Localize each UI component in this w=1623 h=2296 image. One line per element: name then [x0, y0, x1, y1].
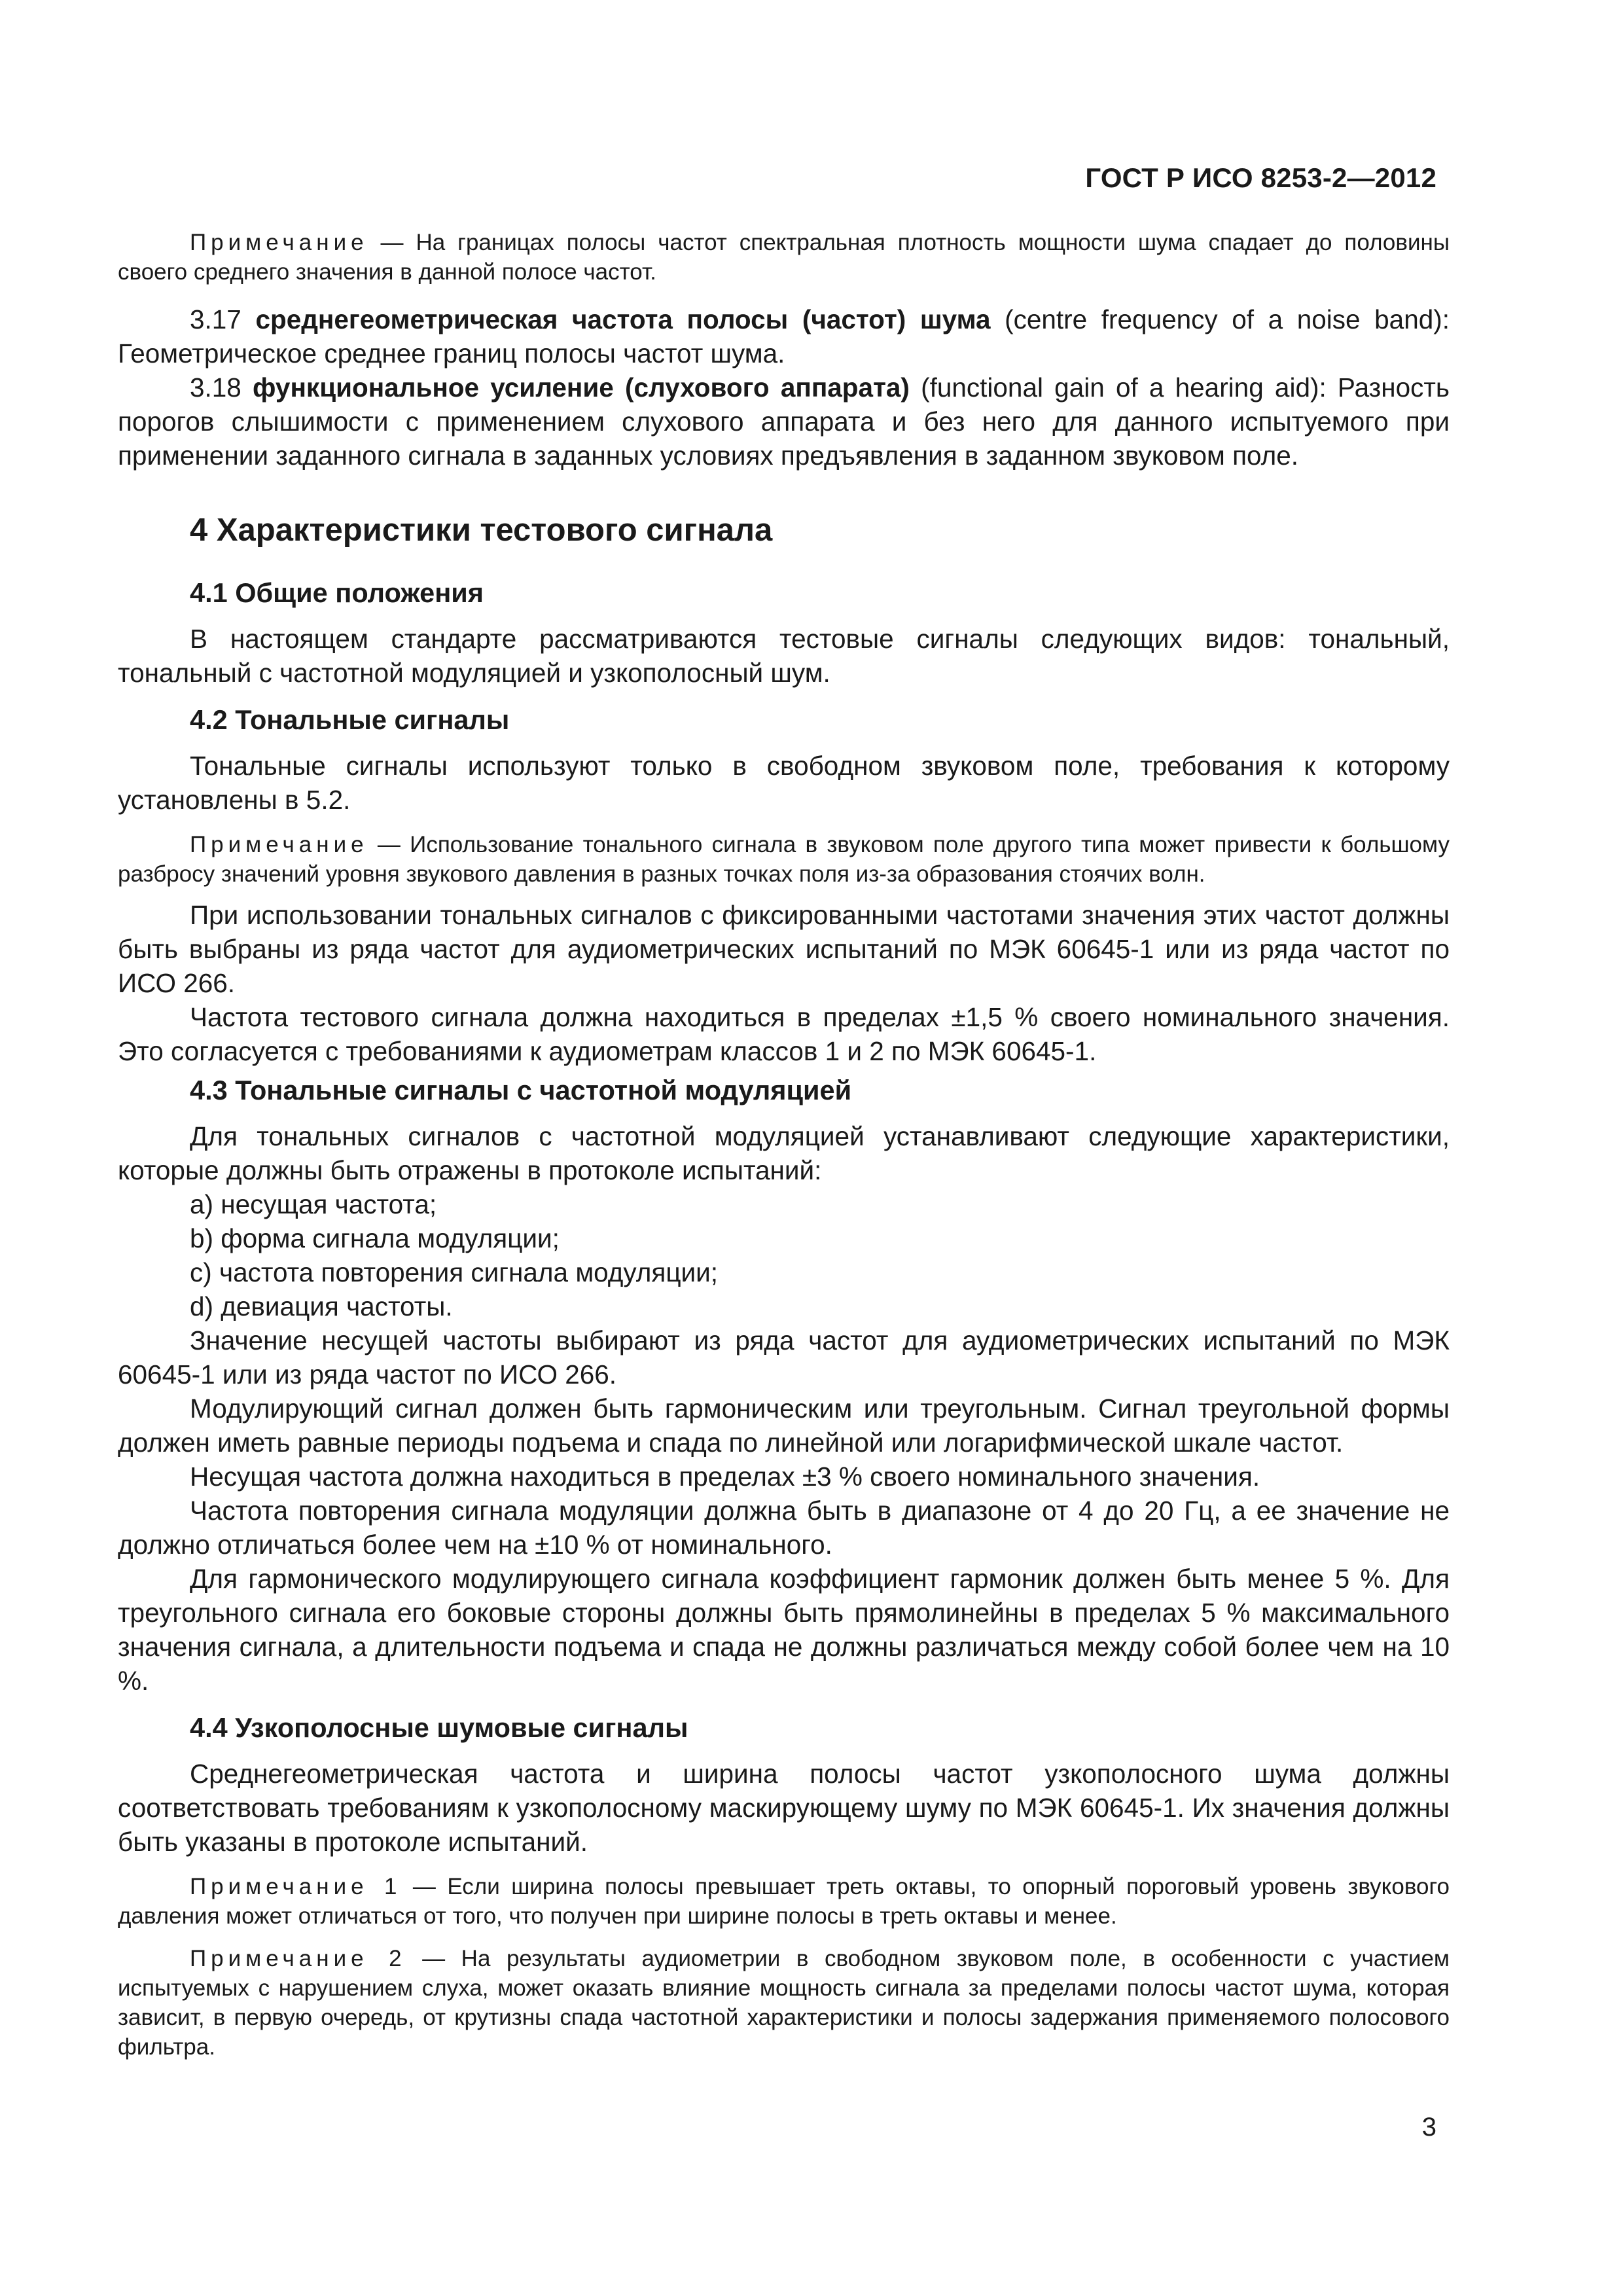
paragraph: Модулирующий сигнал должен быть гармоническим или треугольным. Сигнал треугольной формы должен иметь равные периоды подъема и спада по линейной или логарифмической шкале частот. — [118, 1393, 1450, 1458]
paragraph: При использовании тональных сигналов с фиксированными частотами значения этих частот должны быть выбраны из ряда частот для аудиометрических испытаний по МЭК 60645-1 или из ряда частот по ИСО 266. — [118, 900, 1450, 998]
note-top — [118, 228, 1450, 287]
definition-3-18 — [118, 370, 1450, 473]
definition-term: функциональное усиление (слухового аппарата) — [253, 372, 910, 403]
paragraph: Для гармонического модулирующего сигнала коэффициент гармоник должен быть менее 5 %. Для треугольного сигнала его боковые стороны должны быть прямолинейны в пределах 5 % максимального значения сигнала, а длительности подъема и спада не должны различаться между собой более чем на 10 %. — [118, 1564, 1450, 1696]
list-item: c) частота повторения сигнала модуляции; — [190, 1257, 719, 1287]
section-4-3-heading: 4.3 Тональные сигналы с частотной модуляцией — [190, 1075, 852, 1105]
list-item: d) девиация частоты. — [190, 1291, 453, 1321]
paragraph: В настоящем стандарте рассматриваются тестовые сигналы следующих видов: тональный, тональный с частотной модуляцией и узкополосный шум. — [118, 624, 1450, 688]
standard-code-header: ГОСТ Р ИСО 8253-2—2012 — [1085, 162, 1436, 193]
note-4-4-2 — [118, 1944, 1450, 2062]
section-4-2-heading: 4.2 Тональные сигналы — [190, 704, 510, 735]
note-text: — На границах полосы частот спектральная плотность мощности шума спадает до половины своего среднего значения в данной полосе частот. — [118, 230, 1450, 285]
paragraph: Среднегеометрическая частота и ширина полосы частот узкополосного шума должны соответствовать требованиям к узкополосному маскирующему шуму по МЭК 60645-1. Их значения должны быть указаны в протоколе испытаний. — [118, 1759, 1450, 1857]
section-4-heading: 4 Характеристики тестового сигнала — [190, 512, 773, 548]
page-number: 3 — [1421, 2113, 1436, 2142]
section-4-4-heading: 4.4 Узкополосные шумовые сигналы — [190, 1712, 688, 1743]
note-label: Примечание — [190, 230, 368, 255]
list-item: a) несущая частота; — [190, 1189, 437, 1219]
definition-text: (functional gain of a hearing aid): Разность порогов слышимости с применением слухового аппарата и без него для данного испытуемого при применении заданного сигнала в заданных условиях предъявления в заданном звуковом поле. — [118, 372, 1450, 471]
note-text: — Использование тонального сигнала в звуковом поле другого типа может привести к большому разбросу значений уровня звукового давления в разных точках поля из-за образования стоячих волн. — [118, 832, 1450, 887]
section-4-1-heading: 4.1 Общие положения — [190, 577, 484, 608]
note-label: Примечание 1 — [190, 1874, 402, 1899]
note-4-4-1 — [118, 1872, 1450, 1931]
definition-number: 3.17 — [190, 304, 241, 334]
note-text: — Если ширина полосы превышает треть октавы, то опорный пороговый уровень звукового давления может отличаться от того, что получен при ширине полосы в треть октавы и менее. — [118, 1874, 1450, 1929]
note-label: Примечание — [190, 832, 368, 857]
paragraph: Для тональных сигналов с частотной модуляцией устанавливают следующие характеристики, которые должны быть отражены в протоколе испытаний: — [118, 1121, 1450, 1185]
paragraph: Значение несущей частоты выбирают из ряда частот для аудиометрических испытаний по МЭК 60645-1 или из ряда частот по ИСО 266. — [118, 1325, 1450, 1390]
definition-term: среднегеометрическая частота полосы (частот) шума — [255, 304, 991, 334]
paragraph: Несущая частота должна находиться в пределах ±3 % своего номинального значения. — [190, 1462, 1260, 1492]
paragraph: Частота тестового сигнала должна находиться в пределах ±1,5 % своего номинального значения. Это согласуется с требованиями к аудиометрам классов 1 и 2 по МЭК 60645-1. — [118, 1002, 1450, 1066]
paragraph: Тональные сигналы используют только в свободном звуковом поле, требования к которому установлены в 5.2. — [118, 751, 1450, 815]
body-text — [118, 228, 1450, 2062]
definition-number: 3.18 — [190, 372, 241, 403]
paragraph: Частота повторения сигнала модуляции должна быть в диапазоне от 4 до 20 Гц, а ее значение не должно отличаться более чем на ±10 % от номинального. — [118, 1496, 1450, 1560]
definition-3-17 — [118, 302, 1450, 370]
note-label: Примечание 2 — [190, 1946, 406, 1971]
list-item: b) форма сигнала модуляции; — [190, 1223, 560, 1253]
note-4-2 — [118, 830, 1450, 889]
note-text: — На результаты аудиометрии в свободном звуковом поле, в особенности с участием испытуемых с нарушением слуха, может оказать влияние мощность сигнала за пределами полосы частот шума, которая зависит, в первую очередь, от крутизны спада частотной характеристики и полосы задержания применяемого полосового фильтра. — [118, 1946, 1450, 2060]
definition-text: (centre frequency of a noise band): Геометрическое среднее границ полосы частот шума. — [118, 304, 1450, 368]
